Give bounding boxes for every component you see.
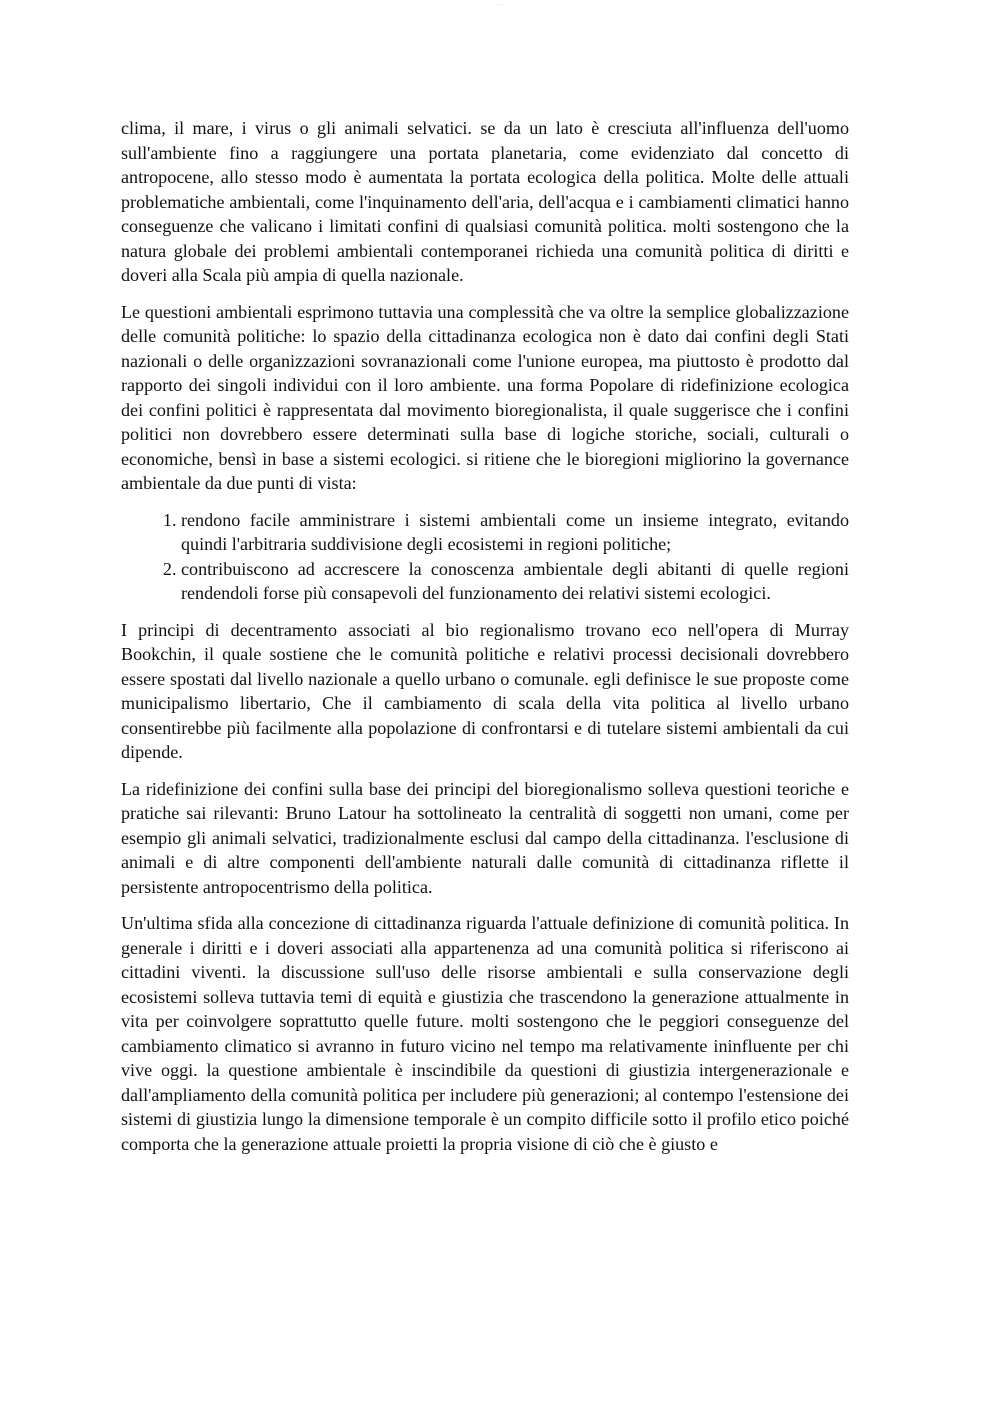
paragraph-intergenerational: Un'ultima sfida alla concezione di cittadinanza riguarda l'attuale definizione di comunità politica. In generale i diritti e i doveri associati alla appartenenza ad una comunità politica si riferiscono ai cittadini viventi. la discussione sull'uso delle risorse ambientali e sulla conservazione degli ecosistemi solleva tuttavia temi di equità e giustizia che trascendono la generazione attualmente in vita per coinvolgere soprattutto quelle future. molti sostengono che le peggiori conseguenze del cambiamento climatico si avranno in futuro vicino nel tempo ma relativamente ininfluente per chi vive oggi. la questione ambientale è inscindibile da questioni di giustizia intergenerazionale e dall'ampliamento della comunità politica per includere più generazioni; al contempo l'estensione dei sistemi di giustizia lungo la dimensione temporale è un compito difficile sotto il profilo etico poiché comporta che la generazione attuale proietti la propria visione di ciò che è giusto e bbox=[121, 913, 849, 1154]
bioregion-benefits-list bbox=[121, 508, 849, 606]
paragraph-bioregionalism: Le questioni ambientali esprimono tuttavia una complessità che va oltre la semplice globalizzazione delle comunità politiche: lo spazio della cittadinanza ecologica non è dato dai confini degli Stati nazionali o delle organizzazioni sovranazionali come l'unione europea, ma piuttosto è prodotto dal rapporto dei singoli individui con il loro ambiente. una forma Popolare di ridefinizione ecologica dei confini politici è rappresentata dal movimento bioregionalista, il quale suggerisce che i confini politici non dovrebbero essere determinati sulla base di logiche storiche, sociali, culturali o economiche, bensì in base a sistemi ecologici. si ritiene che le bioregioni migliorino la governance ambientale da due punti di vista: bbox=[121, 301, 849, 493]
paragraph-bookchin: I principi di decentramento associati al bio regionalismo trovano eco nell'opera di Murray Bookchin, il quale sostiene che le comunità politiche e relativi processi decisionali dovrebbero essere spostati dal livello nazionale a quello urbano o comunale. egli definisce le sue proposte come municipalismo libertario, Che il cambiamento di scala della vita politica al livello urbano consentirebbe più facilmente alla popolazione di confrontarsi e di tutelare sistemi ambientali da cui dipende. bbox=[121, 619, 849, 762]
list-item: 2. contribuiscono ad accrescere la conoscenza ambientale degli abitanti di quelle regioni rendendoli forse più consapevoli del funzionamento dei relativi sistemi ecologici. bbox=[181, 557, 849, 606]
paragraph-latour: La ridefinizione dei confini sulla base dei principi del bioregionalismo solleva questioni teoriche e pratiche sai rilevanti: Bruno Latour ha sottolineato la centralità di soggetti non umani, come per esempio gli animali selvatici, tradizionalmente esclusi dal campo della cittadinanza. l'esclusione di animali e di altre componenti dell'ambiente naturali dalle comunità di cittadinanza riflette il persistente antropocentrismo della politica. bbox=[121, 778, 849, 897]
document-body bbox=[121, 116, 849, 1168]
page-header-mark: ···· bbox=[496, 2, 504, 8]
paragraph-ecological-scope: clima, il mare, i virus o gli animali selvatici. se da un lato è cresciuta all'influenza dell'uomo sull'ambiente fino a raggiungere una portata planetaria, come evidenziato dal concetto di antropocene, allo stesso modo è aumentata la portata ecologica della politica. Molte delle attuali problematiche ambientali, come l'inquinamento dell'aria, dell'acqua e i cambiamenti climatici hanno conseguenze che valicano i limitati confini di qualsiasi comunità politica. molti sostengono che la natura globale dei problemi ambientali contemporanei richieda una comunità politica di diritti e doveri alla Scala più ampia di quella nazionale. bbox=[121, 118, 849, 285]
list-item: 1. rendono facile amministrare i sistemi ambientali come un insieme integrato, evitando quindi l'arbitraria suddivisione degli ecosistemi in regioni politiche; bbox=[181, 508, 849, 557]
